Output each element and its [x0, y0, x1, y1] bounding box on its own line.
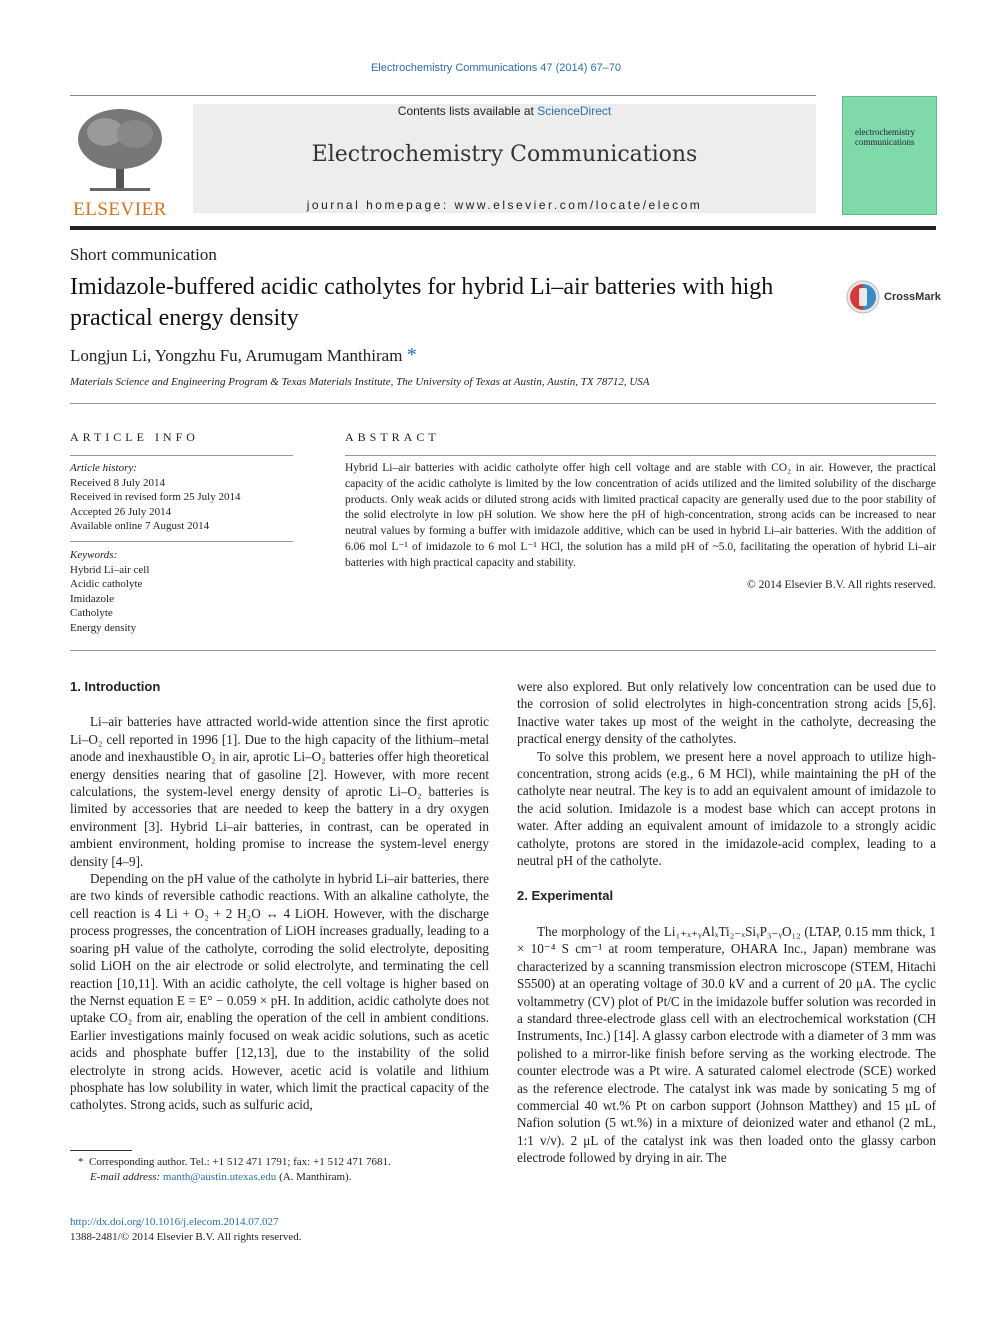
section-heading-introduction: 1. Introduction [70, 679, 161, 694]
author-list: Longjun Li, Yongzhu Fu, Arumugam Manthiram * [70, 344, 417, 366]
keywords: Keywords: Hybrid Li–air cell Acidic catholyte Imidazole Catholyte Energy density [70, 548, 300, 635]
header-thick-rule [70, 226, 936, 230]
paragraph: were also explored. But only relatively low concentration can be used due to the corrosion of solid electrolytes in high-concentration strong acids [5,6]. Inactive water takes up most of the weight in the catholyte, decreasing the practical energy density of the catholytes. [517, 679, 936, 747]
right-column [517, 678, 936, 1167]
keyword: Imidazole [70, 592, 114, 605]
section-heading-experimental: 2. Experimental [517, 888, 614, 904]
journal-homepage: journal homepage: www.elsevier.com/locate/elecom [306, 198, 703, 212]
article-type: Short communication [70, 245, 217, 264]
footnote-rule [70, 1150, 132, 1151]
contents-line: Contents lists available at ScienceDirect [397, 104, 612, 118]
divider [70, 650, 936, 651]
article-info-heading: ARTICLE INFO [70, 430, 199, 444]
abstract-text: Hybrid Li–air batteries with acidic catholyte offer high cell voltage and are stable with CO₂ in air. However, the practical capacity of the acidic catholyte is limited by the low concentration of acids utilized and the limited solubility of the discharge products. Only weak acids or diluted strong acids with limited practical capacity are generally used due to the poor stability of the solid electrolyte in low pH solution. We show here the pH of high-concentration, strong acids can be increased to near neutral values by forming a buffer with imidazole additive, which can be used in hybrid Li–air batteries. With the addition of 6.06 mol L⁻¹ of imidazole to 6 mol L⁻¹ HCl, the solution has a mild pH of ~5.0, facilitating the operation of hybrid Li–air batteries with high practical capacity and stability. [345, 462, 936, 569]
homepage-link[interactable]: www.elsevier.com/locate/elecom [454, 198, 703, 212]
article-history: Article history: Received 8 July 2014 Received in revised form 25 July 2014 Accepted 26 July 2014 Available online 7 August 2014 [70, 461, 300, 534]
divider [70, 403, 936, 404]
divider [345, 455, 936, 456]
keyword: Catholyte [70, 607, 113, 619]
sciencedirect-link[interactable]: ScienceDirect [537, 104, 612, 118]
history-item: Received in revised form 25 July 2014 [70, 491, 241, 503]
history-item: Available online 7 August 2014 [70, 520, 210, 532]
corresponding-author-footnote: * Corresponding author. Tel.: +1 512 471 1791; fax: +1 512 471 7681. E-mail address: manth@austin.utexas.edu (A. Manthiram). [78, 1156, 391, 1183]
keyword: Hybrid Li–air cell [70, 563, 150, 576]
journal-title: Electrochemistry Communications [311, 142, 698, 167]
publisher-name: ELSEVIER [73, 199, 167, 220]
divider [70, 541, 293, 542]
paragraph: Li–air batteries have attracted world-wide attention since the first aprotic Li–O₂ cell reported in 1996 [1]. Due to the high capacity of the lithium–metal anode and inexhaustible O₂ in air, aprotic Li–O₂ batteries offer high theoretical energy densities nearing that of gasoline [2]. However, with more recent calculations, the system-level energy density of aprotic Li–O₂ batteries is limited by accessories that are needed to keep the battery in a dry oxygen environment [3]. Hybrid Li–air batteries, in contrast, can be operated in ambient environment, holding promise to increase the system-level energy density [4–9]. [70, 714, 489, 869]
article-title: Imidazole-buffered acidic catholytes for hybrid Li–air batteries with high practical energy density [70, 274, 774, 331]
issn-line: 1388-2481/© 2014 Elsevier B.V. All rights reserved. [70, 1231, 302, 1243]
tree-icon [70, 104, 170, 196]
keyword: Acidic catholyte [70, 578, 143, 590]
affiliation: Materials Science and Engineering Program & Texas Materials Institute, The University of Texas at Austin, Austin, TX 78712, USA [70, 376, 650, 388]
journal-citation[interactable]: Electrochemistry Communications 47 (2014) 67–70 [370, 62, 622, 74]
divider [70, 455, 293, 456]
crossmark-label: CrossMark [884, 291, 941, 303]
paragraph: To solve this problem, we present here a novel approach to utilize high-concentration, strong acids (e.g., 6 M HCl), while maintaining the pH of the catholyte near neutral. The key is to add an equivalent amount of imidazole to the acid solution. Imidazole is a modest base which can accept protons in water. After adding an equivalent amount of imidazole to a strongly acidic catholyte, protons are stored in the imidazole-acid complex, leading to a neutral pH of the catholyte. [517, 748, 936, 869]
abstract-copyright: © 2014 Elsevier B.V. All rights reserved. [747, 578, 936, 591]
doi-link[interactable]: http://dx.doi.org/10.1016/j.elecom.2014.07.027 [70, 1216, 279, 1228]
history-item: Received 8 July 2014 [70, 476, 166, 489]
crossmark-icon [846, 280, 880, 314]
abstract-heading: ABSTRACT [345, 430, 440, 444]
keyword: Energy density [70, 621, 137, 634]
page-footer [70, 1215, 302, 1245]
crossmark-badge[interactable] [846, 280, 941, 314]
paragraph: Depending on the pH value of the catholyte in hybrid Li–air batteries, there are two kinds of reversible cathodic reactions. With an alkaline catholyte, the cell reaction is 4 Li + O₂ + 2 H₂O ↔ 4 LiOH. However, with the discharge process progresses, the concentration of LiOH increases gradually, leading to a soaring pH value of the catholyte, corroding the solid electrolyte, depositing solid LiOH on the air electrode or solid electrolyte, and terminating the cell reaction [10,11]. With an acidic catholyte, the cell voltage is higher based on the Nernst equation E = E° − 0.059 × pH. In addition, acidic catholyte does not uptake CO₂ from air, enabling the operation of the cell in ambient conditions. Earlier investigations mainly focused on weak acidic solutions, such as acetic acids and phosphate buffer [12,13], due to the instability of the solid electrolyte in strong acids. However, acetic acid is volatile and lithium phosphate has low solubility in water, which limit the practical capacity of the catholytes. Strong acids, such as sulfuric acid, [70, 871, 489, 1113]
history-item: Accepted 26 July 2014 [70, 505, 172, 518]
header-rule [70, 95, 816, 96]
journal-cover-thumbnail: electrochemistry communications [842, 96, 937, 215]
elsevier-logo [70, 104, 170, 220]
corresponding-author-marker[interactable]: * [406, 344, 417, 366]
paragraph: The morphology of the Li₁₊ₓ₊ᵧAlₓTi₂₋ₓSiᵧP₃₋ᵧO₁₂ (LTAP, 0.15 mm thick, 1 × 10⁻⁴ S cm⁻¹ at room temperature, OHARA Inc., Japan) membrane was characterized by a scanning transmission electron microscope (STEM, Hitachi S5500) at an operating voltage of 30.0 kV and a current of 20 μA. The cyclic voltammetry (CV) plot of Pt/C in the imidazole buffer solution was recorded in a standard three-electrode glass cell with an electrochemical workstation (CH Instruments, Inc.) [14]. A glassy carbon electrode with a diameter of 3 mm was polished to a mirror-like finish before serving as the working electrode. The counter electrode was a Pt wire. A saturated calomel electrode (SCE) worked as the reference electrode. The catalyst ink was made by sonicating 5 mg of commercial 40 wt.% Pt on carbon support (Johnson Matthey) and 15 μL of Nafion solution (5 wt.%) in a mixture of deionized water and ethanol (2 mL, 1:1 v/v). 2 μL of the catalyst ink was then loaded onto the glassy carbon electrode followed by drying in air. The [517, 923, 936, 1166]
email-link[interactable]: manth@austin.utexas.edu [162, 1171, 277, 1183]
abstract-body [345, 461, 936, 593]
left-column [70, 678, 489, 1114]
